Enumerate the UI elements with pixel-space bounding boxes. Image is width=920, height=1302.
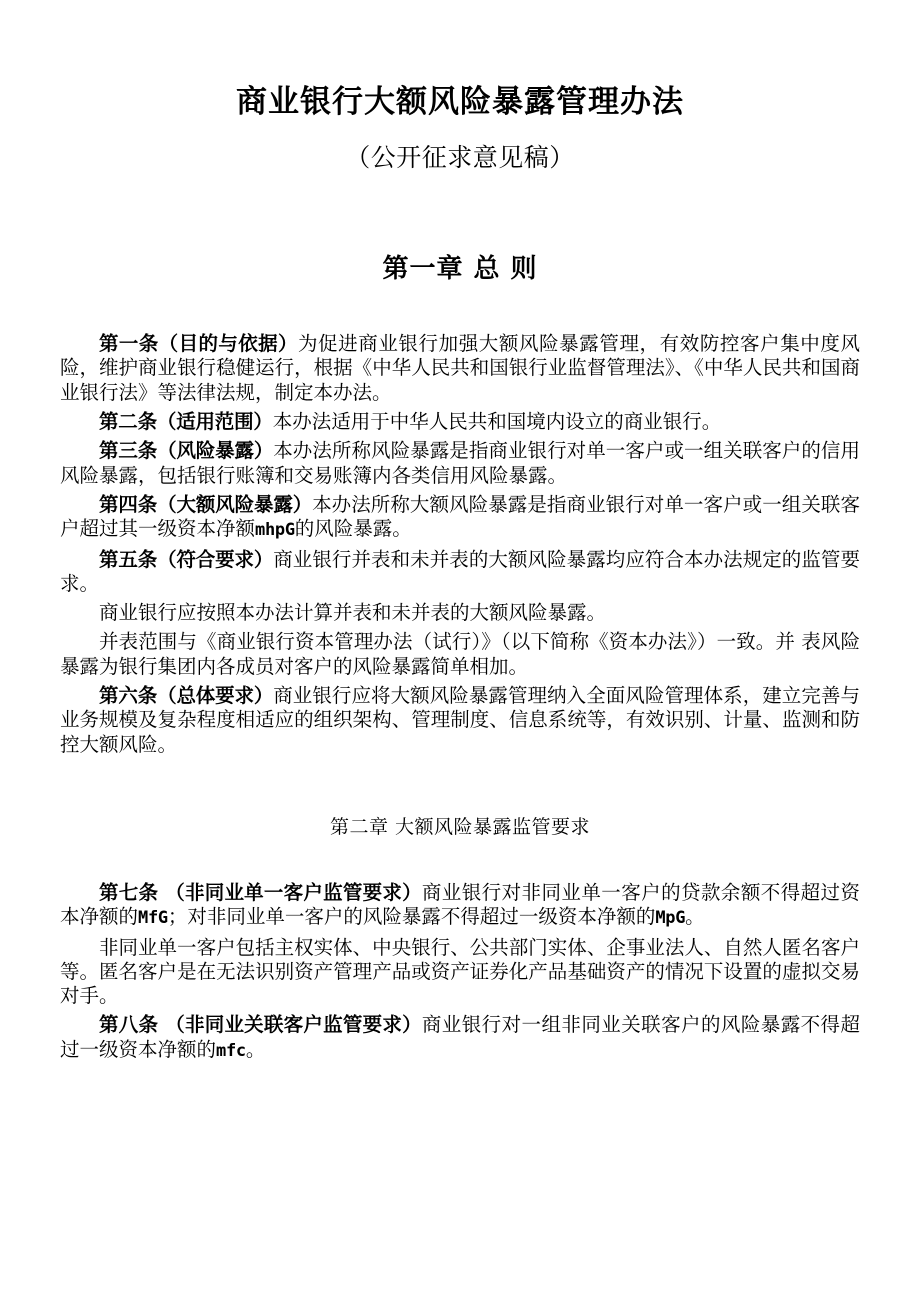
article-5-sub-text-1: 商业银行应按照本办法计算并表和未并表的大额风险暴露。 bbox=[99, 601, 607, 625]
article-5-sub-text-2: 并表范围与《商业银行资本管理办法（试行）》（以下简称《资本办法》）一致。并 表风险暴露为银行集团内各成员对客户的风险暴露简单相加。 bbox=[60, 630, 860, 678]
article-2-paragraph bbox=[60, 410, 860, 434]
chapter-heading-2: 第二章 大额风险暴露监管要求 bbox=[329, 815, 591, 838]
article-7-paragraph bbox=[60, 881, 860, 931]
chapter-heading-1: 第一章 总 则 bbox=[382, 254, 538, 285]
article-5-lead: 第五条（符合要求） bbox=[99, 547, 274, 571]
article-6-text: 商业银行应将大额风险暴露管理纳入全面风险管理体系，建立完善与业务规模及复杂程度相适应的组织架构、管理制度、信息系统等，有效识别、计量、监测和防控大额风险。 bbox=[60, 684, 860, 756]
article-5-sub-paragraph-2 bbox=[60, 630, 860, 679]
article-5-text: 商业银行并表和未并表的大额风险暴露均应符合本办法规定的监管要求。 bbox=[60, 547, 860, 595]
article-3-paragraph bbox=[60, 439, 860, 488]
article-7-text-after: 。 bbox=[685, 905, 705, 929]
article-1-paragraph bbox=[60, 332, 860, 405]
article-6-lead: 第六条（总体要求） bbox=[99, 684, 274, 708]
article-7-sub-text: 非同业单一客户包括主权实体、中央银行、公共部门实体、企事业法人、自然人匿名客户等。匿名客户是在无法识别资产管理产品或资产证券化产品基础资产的情况下设置的虚拟交易对手。 bbox=[60, 935, 860, 1008]
article-7-sub-paragraph bbox=[60, 936, 860, 1009]
article-4-paragraph bbox=[60, 493, 860, 543]
article-2-text: 本办法适用于中华人民共和国境内设立的商业银行。 bbox=[272, 410, 722, 434]
article-8-text-after: 。 bbox=[245, 1037, 266, 1061]
article-8-paragraph bbox=[60, 1013, 860, 1063]
article-7-token-1: MfG bbox=[138, 908, 168, 929]
article-8-text-before: 商业银行对一组非同业关联客户的风险暴露不得超过一级资本净额的 bbox=[60, 1013, 860, 1061]
article-8-token: mfc bbox=[216, 1040, 246, 1061]
article-5-sub-paragraph-1 bbox=[60, 601, 860, 625]
article-7-text-before: 商业银行对非同业单一客户的贷款余额不得超过资本净额的 bbox=[60, 880, 860, 929]
article-7-lead: 第七条 （非同业单一客户监管要求） bbox=[99, 880, 422, 904]
chapter-1-body bbox=[60, 285, 860, 757]
document-subtitle: （公开征求意见稿） bbox=[345, 143, 575, 173]
article-3-lead: 第三条（风险暴露） bbox=[99, 439, 274, 463]
article-6-paragraph bbox=[60, 684, 860, 757]
document-title: 商业银行大额风险暴露管理办法 bbox=[236, 84, 684, 120]
article-7-token-2: MpG bbox=[655, 908, 686, 929]
article-4-lead: 第四条（大额风险暴露） bbox=[99, 492, 313, 516]
article-2-lead: 第二条（适用范围） bbox=[99, 410, 273, 434]
article-4-text-after: 的风险暴露。 bbox=[294, 517, 412, 541]
article-7-text-mid: ；对非同业单一客户的风险暴露不得超过一级资本净额的 bbox=[167, 905, 656, 929]
chapter-2-body bbox=[60, 839, 860, 1063]
article-3-text: 本办法所称风险暴露是指商业银行对单一客户或一组关联客户的信用风险暴露，包括银行账簿和交易账簿内各类信用风险暴露。 bbox=[60, 439, 860, 487]
article-8-lead: 第八条 （非同业关联客户监管要求） bbox=[99, 1013, 422, 1037]
article-1-lead: 第一条（目的与依据） bbox=[99, 332, 298, 356]
article-4-token: mhpG bbox=[255, 520, 295, 541]
article-1-text: 为促进商业银行加强大额风险暴露管理，有效防控客户集中度风险，维护商业银行稳健运行，根据《中华人民共和国银行业监督管理法》、《中华人民共和国商业银行法》等法律法规，制定本办法。 bbox=[60, 332, 860, 404]
article-5-paragraph bbox=[60, 548, 860, 597]
article-4-text-before: 本办法所称大额风险暴露是指商业银行对单一客户或一组关联客户超过其一级资本净额 bbox=[60, 492, 860, 541]
